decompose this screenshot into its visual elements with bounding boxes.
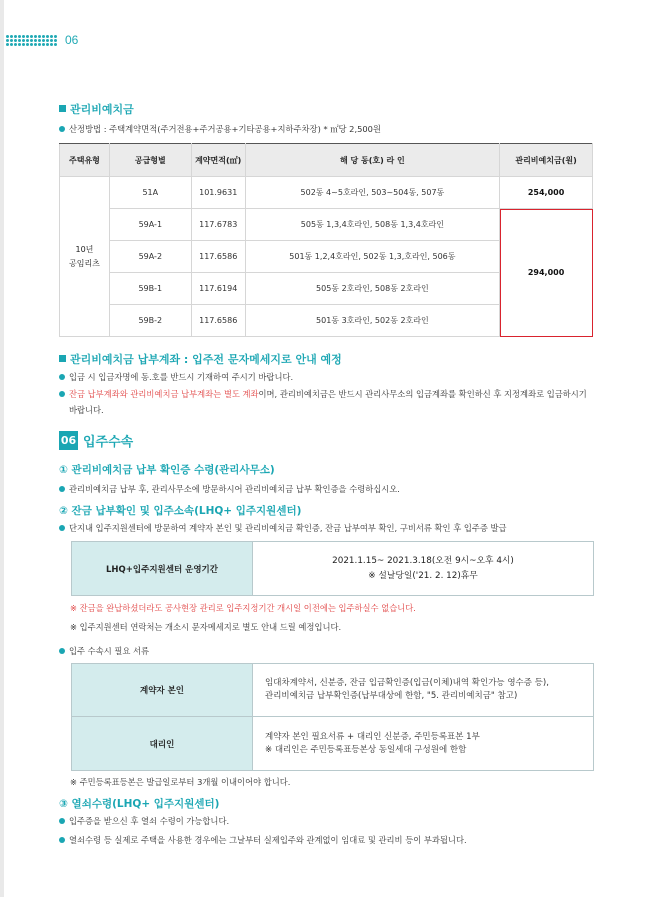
account-section-title: 관리비예치금 납부계좌 : 입주전 문자메세지로 안내 예정 bbox=[59, 351, 342, 367]
operation-period-label: LHQ+입주지원센터 운영기간 bbox=[72, 542, 253, 596]
page-header bbox=[6, 33, 78, 47]
bullet-icon bbox=[59, 648, 65, 654]
table-row bbox=[72, 717, 594, 771]
step2-line: 단지내 입주지원센터에 방문하여 계약자 본인 및 관리비예치금 확인증, 잔금 납부여부 확인, 구비서류 확인 후 입주증 발급 bbox=[59, 521, 507, 536]
account-line-1: 입금 시 입금자명에 동.호를 반드시 기재하여 주시기 바랍니다. bbox=[59, 370, 293, 385]
fee-cell: 294,000 bbox=[500, 209, 593, 337]
bullet-icon bbox=[59, 837, 65, 843]
step1-line: 관리비예치금 납부 후, 관리사무소에 방문하시어 관리비예치금 납부 확인증을 수령하십시오. bbox=[59, 482, 400, 497]
housing-type-cell: 10년 공임리츠 bbox=[60, 177, 110, 337]
step3-line-1: 입주증을 받으신 후 열쇠 수령이 가능합니다. bbox=[59, 814, 229, 829]
area-cell: 117.6586 bbox=[191, 305, 245, 337]
docs-proxy-line-1: 계약자 본인 필요서류 + 대리인 신분증, 주민등록표본 1부 bbox=[265, 731, 480, 742]
step2-title: ② 잔금 납부확인 및 입주소속(LHQ+ 입주지원센터) bbox=[59, 505, 302, 517]
lines-cell: 502동 4~5호라인, 503~504동, 507동 bbox=[245, 177, 499, 209]
area-cell: 101.9631 bbox=[191, 177, 245, 209]
bullet-icon bbox=[59, 391, 65, 397]
docs-value-self bbox=[253, 664, 594, 717]
docs-title-line: 입주 수속시 필요 서류 bbox=[59, 644, 149, 659]
fee-method-line: 산정방법 : 주택계약면적(주거전용+주거공용+기타공용+지하주차장) * ㎡당 2,500원 bbox=[59, 122, 381, 137]
section-number-badge: 06 bbox=[59, 431, 78, 450]
docs-self-line-2: 관리비예치금 납부확인증(납부대상에 한함, "5. 관리비예치금" 참고) bbox=[265, 691, 518, 701]
lines-cell: 505동 2호라인, 508동 2호라인 bbox=[245, 273, 499, 305]
balance-warning-note: ※ 잔금을 완납하셨더라도 공사현장 관리로 입주지정기간 개시일 이전에는 입주하실수 없습니다. bbox=[70, 603, 416, 613]
step1-title: ① 관리비예치금 납부 확인증 수령(관리사무소) bbox=[59, 464, 275, 476]
step3-line-2: 열쇠수령 등 실제로 주택을 사용한 경우에는 그날부터 실제입주와 관계없이 임대료 및 관리비 등이 부과됩니다. bbox=[59, 833, 467, 848]
docs-note: ※ 주민등록표등본은 발급일로부터 3개월 이내이어야 합니다. bbox=[70, 777, 291, 787]
supply-type-cell: 59B-2 bbox=[109, 305, 191, 337]
col-header-supply-type: 공급형별 bbox=[109, 144, 191, 177]
move-in-title: 입주수속 bbox=[83, 435, 134, 450]
page-number: 06 bbox=[65, 33, 79, 47]
fee-section-title: 관리비예치금 bbox=[59, 101, 134, 117]
bullet-icon bbox=[59, 126, 65, 132]
account-line-2: 잔금 납부계좌와 관리비예치금 납부계좌는 별도 계좌이며, 관리비예치금은 반드시 관리사무소의 입금계좌를 확인하신 후 지정계좌로 입금하시기 bbox=[59, 387, 599, 402]
move-in-heading bbox=[59, 431, 133, 450]
col-header-area: 계약면적(㎡) bbox=[191, 144, 245, 177]
docs-value-proxy bbox=[253, 717, 594, 771]
square-bullet-icon bbox=[59, 105, 66, 112]
table-row bbox=[72, 664, 594, 717]
lines-cell: 501동 1,2,4호라인, 502동 1,3,호라인, 506동 bbox=[245, 241, 499, 273]
supply-type-cell: 51A bbox=[109, 177, 191, 209]
holiday-note: ※ 설날당일('21. 2. 12)휴무 bbox=[368, 570, 478, 581]
docs-label-proxy: 대리인 bbox=[72, 717, 253, 771]
fee-cell: 254,000 bbox=[500, 177, 593, 209]
supply-type-cell: 59A-2 bbox=[109, 241, 191, 273]
supply-type-cell: 59B-1 bbox=[109, 273, 191, 305]
square-bullet-icon bbox=[59, 355, 66, 362]
docs-self-line-1: 임대차계약서, 신분증, 잔금 입금확인증(입금(이체)내역 확인가능 영수증 등), bbox=[265, 678, 549, 688]
required-docs-table bbox=[71, 663, 594, 771]
page-edge bbox=[0, 0, 4, 897]
lines-cell: 505동 1,3,4호라인, 508동 1,3,4호라인 bbox=[245, 209, 499, 241]
step3-title: ③ 열쇠수령(LHQ+ 입주지원센터) bbox=[59, 798, 220, 810]
supply-type-cell: 59A-1 bbox=[109, 209, 191, 241]
area-cell: 117.6194 bbox=[191, 273, 245, 305]
contact-note: ※ 입주지원센터 연락처는 개소시 문자메세지로 별도 안내 드릴 예정입니다. bbox=[70, 622, 342, 632]
area-cell: 117.6586 bbox=[191, 241, 245, 273]
operation-period-value bbox=[253, 542, 594, 596]
col-header-fee: 관리비예치금(원) bbox=[500, 144, 593, 177]
bullet-icon bbox=[59, 525, 65, 531]
col-header-lines: 해 당 동(호) 라 인 bbox=[245, 144, 499, 177]
operation-period-dates: 2021.1.15~ 2021.3.18(오전 9시~오후 4시) bbox=[332, 555, 514, 566]
docs-label-self: 계약자 본인 bbox=[72, 664, 253, 717]
bullet-icon bbox=[59, 818, 65, 824]
account-line-2-cont: 바랍니다. bbox=[69, 405, 104, 415]
bullet-icon bbox=[59, 486, 65, 492]
col-header-housing-type: 주택유형 bbox=[60, 144, 110, 177]
operation-period-box bbox=[71, 541, 594, 596]
table-row bbox=[60, 209, 593, 241]
bullet-icon bbox=[59, 374, 65, 380]
docs-proxy-line-2: ※ 대리인은 주민등록표등본상 동일세대 구성원에 한함 bbox=[265, 744, 467, 755]
area-cell: 117.6783 bbox=[191, 209, 245, 241]
fee-table bbox=[59, 143, 593, 337]
dot-pattern-icon bbox=[6, 35, 57, 46]
table-row bbox=[60, 177, 593, 209]
lines-cell: 501동 3호라인, 502동 2호라인 bbox=[245, 305, 499, 337]
